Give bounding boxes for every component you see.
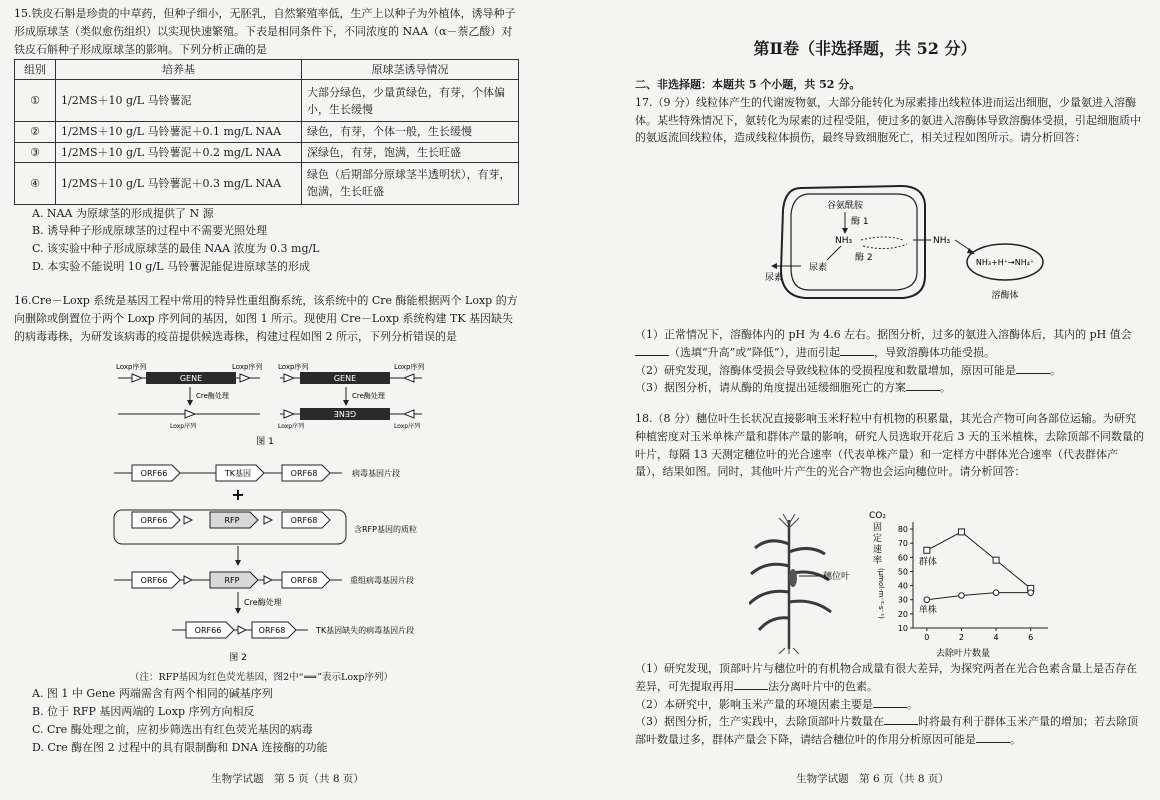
tk-label: TK基因 [224, 469, 252, 478]
q18-sub1 [635, 660, 1145, 696]
orf66-label: ORF66 [140, 469, 168, 478]
loxp-arrow-icon [284, 410, 294, 418]
q15-option-b: B. 诱导种子形成原球茎的过程中不需要光照处理 [32, 224, 268, 238]
answer-blank[interactable] [873, 697, 907, 708]
q17-sub1-b: （选填“升高”或“降低”），进而引起 [669, 345, 840, 359]
cre-label: Cre酶处理 [244, 598, 282, 607]
table-row [15, 80, 519, 122]
q18-stem: 18.（8 分）穗位叶生长状况直接影响玉米籽粒中有机物的积累量，其光合产物可向各部位运输。为研究种植密度对玉米单株产量和群体产量的影响，研究人员选取开花后 3 天的玉米植株，去除顶部不同数量的叶片，每隔 13 天测定穗位叶的光合速率（代表单株产量）和一定样方中群体光合速率（代表群体产量），结果如图。同时，其他叶片产生的光合产物也会运向穗位叶。请分析回答： [635, 412, 1144, 479]
chart-axes [898, 522, 1048, 642]
q18-sub1-b: 法分离叶片中的色素。 [768, 679, 878, 693]
q15-stem: 15.铁皮石斛是珍贵的中草药，但种子细小，无胚乳，自然繁殖率低，生产上以种子为外植体，诱导种子形成原球茎（类似愈伤组织）以实现快速繁殖。下表是相同条件下，不同浓度的 NAA（α－萘乙酸）对铁皮石斛种子形成原球茎的影响。下列分析正确的是 [14, 7, 516, 56]
y-tick-label: 70 [897, 539, 908, 549]
table-cell: 1/2MS＋10 g/L 马铃薯泥＋0.3 mg/L NAA [56, 162, 302, 204]
y-axis-label-char: 定 [873, 534, 883, 544]
section-title: 第Ⅱ卷（非选择题，共 52 分） [753, 39, 977, 58]
fig2-caption: 图 2 [229, 653, 247, 663]
answer-blank[interactable] [1016, 363, 1050, 374]
x-tick-label: 0 [924, 633, 930, 642]
orf68-label: ORF68 [290, 469, 318, 478]
loxp-label: Loxp序列 [232, 363, 263, 371]
corn-plant-icon [749, 514, 831, 654]
answer-blank[interactable] [635, 345, 669, 356]
data-point-square [924, 547, 930, 553]
loxp-label: Loxp序列 [116, 363, 147, 371]
q18-sub2-text: （2）本研究中，影响玉米产量的环境因素主要是 [635, 697, 873, 711]
arrow-down-icon [235, 608, 241, 614]
q17-sub1-c: ，导致溶酶体功能受损。 [874, 345, 995, 359]
row4-label: TK基因缺失的病毒基因片段 [316, 626, 415, 635]
table-cell: 绿色，有芽，个体一般，生长缓慢 [302, 122, 519, 142]
series-line [927, 532, 1031, 589]
right-page [585, 0, 1160, 800]
y-axis-label-char: 固 [873, 523, 883, 533]
data-point-circle [924, 597, 930, 603]
answer-blank[interactable] [884, 714, 918, 725]
orf66-label: ORF66 [140, 516, 168, 525]
gene-label: GENE [333, 374, 357, 383]
y-axis-unit: (μmol·m⁻²·s⁻¹) [877, 568, 885, 619]
urea-label: 尿素 [809, 263, 828, 273]
table-cell: ① [15, 80, 56, 122]
q17-sub2-text: （2）研究发现，溶酶体受损会导致线粒体的受损程度和数量增加，原因可能是 [635, 363, 1016, 377]
q18-sub2: （2）本研究中，影响玉米产量的环境因素主要是 。 [635, 697, 918, 711]
q18-subquestions [635, 660, 1145, 749]
arrow-left-icon [771, 263, 777, 269]
table-header: 培养基 [56, 60, 302, 80]
data-point-circle [993, 590, 999, 596]
q17-sub3-text: （3）据图分析，请从酶的角度提出延缓细胞死亡的方案 [635, 381, 906, 395]
rfp-label: RFP [224, 576, 240, 585]
q18-sub3 [635, 713, 1145, 749]
data-point-circle [959, 593, 965, 599]
left-page [0, 0, 575, 800]
table-row [15, 162, 519, 204]
lysosome-equation: NH₃+H⁺→NH₄⁺ [975, 258, 1035, 267]
q18-end: 。 [1010, 733, 1021, 747]
orf66-label: ORF66 [194, 626, 222, 635]
answer-blank[interactable] [906, 380, 940, 391]
y-axis-label-char: 率 [873, 556, 883, 566]
fig1-left [116, 362, 262, 430]
loxp-arrow-icon [404, 374, 414, 382]
fig2-row2 [114, 510, 417, 544]
loxp-arrow-icon [240, 374, 250, 382]
fig1-right [278, 362, 424, 430]
gene-label-inverted: GENE [333, 409, 357, 418]
table-cell: ② [15, 122, 56, 142]
q17-stem: 17.（9 分）线粒体产生的代谢废物氨，大部分能转化为尿素排出线粒体进而运出细胞，少量氨进入溶酶体。某些特殊情况下，氨转化为尿素的过程受阻，使过多的氨进入溶酶体导致溶酶体受损，引起细胞质中的氨返流回线粒体，造成线粒体损伤，最终导致细胞死亡，相关过程如图所示。请分析回答： [635, 95, 1141, 145]
loxp-label: Loxp序列 [278, 363, 309, 371]
table-cell: 1/2MS＋10 g/L 马铃薯泥 [56, 80, 302, 122]
q17-sub1-a: （1）正常情况下，溶酶体内的 pH 为 4.6 左右。据图分析，过多的氨进入溶酶体后，其内的 pH 值会 [635, 328, 1132, 341]
enzyme-1-label: 酶 1 [851, 217, 869, 227]
gene-label: GENE [179, 374, 203, 383]
figure-1 [110, 362, 430, 448]
q15-option-d: D. 本实验不能说明 10 g/L 马铃薯泥能促进原球茎的形成 [32, 260, 310, 274]
q16-note: （注：RFP基因为红色荧光基因，图2中“⟹”表示Loxp序列） [130, 672, 393, 683]
chart-marks [919, 529, 1034, 616]
answer-blank[interactable] [734, 679, 768, 690]
loxp-arrow-icon [264, 516, 272, 524]
data-point-circle [1028, 590, 1034, 596]
orf68-label: ORF68 [258, 626, 286, 635]
q16-option-b: B. 位于 RFP 基因两端的 Loxp 序列方向相反 [32, 705, 255, 719]
y-tick-label: 80 [897, 525, 908, 535]
q15-table [14, 59, 519, 204]
x-tick-label: 2 [958, 633, 965, 642]
page-footer: 生物学试题 第 6 页（共 8 页） [796, 773, 949, 785]
question-17 [635, 76, 1145, 147]
q17-subquestions [635, 326, 1145, 397]
q16-option-c: C. Cre 酶处理之前，应初步筛选出有红色荧光基因的病毒 [32, 723, 313, 736]
q15-option-a: A. NAA 为原球茎的形成提供了 N 源 [32, 206, 214, 220]
loxp-label: Loxp序列 [170, 423, 197, 430]
x-axis-label: 去除叶片数量 [935, 649, 991, 659]
table-row [15, 122, 519, 142]
arrow-down-icon [343, 400, 349, 406]
q17-sub2: （2）研究发现，溶酶体受损会导致线粒体的受损程度和数量增加，原因可能是 。 [635, 363, 1061, 377]
fig2-row1 [114, 465, 400, 481]
cre-label: Cre酶处理 [352, 392, 385, 400]
q17-sub1 [635, 326, 1145, 362]
data-point-square [993, 557, 999, 563]
loxp-label: Loxp序列 [278, 423, 305, 430]
glutamine-label: 谷氨酰胺 [827, 201, 864, 211]
q16-option-a: A. 图 1 中 Gene 两端需含有两个相同的碱基序列 [32, 687, 273, 701]
y-tick-label: 20 [897, 609, 908, 619]
page-footer: 生物学试题 第 5 页（共 8 页） [211, 773, 364, 785]
orf68-label: ORF68 [290, 576, 318, 585]
fig2-row3 [114, 572, 414, 588]
nh3-label: NH₃ [835, 236, 853, 246]
y-tick-label: 30 [897, 595, 908, 605]
table-header-row [15, 60, 519, 80]
q17-figure [765, 180, 1045, 310]
y-tick-label: 10 [897, 624, 908, 633]
enzyme-2-label: 酶 2 [855, 253, 873, 263]
table-cell: ③ [15, 142, 56, 162]
loxp-label: Loxp序列 [394, 423, 421, 430]
plus-sign: + [231, 485, 245, 504]
y-tick-label: 50 [897, 567, 908, 577]
ear-leaf-label: 穗位叶 [823, 572, 851, 582]
loxp-arrow-icon [132, 374, 142, 382]
row1-label: 病毒基因片段 [352, 469, 400, 478]
rfp-label: RFP [224, 516, 240, 525]
table-cell: 深绿色，有芽，饱满，生长旺盛 [302, 142, 519, 162]
y-axis-label-char: 速 [873, 545, 883, 555]
q18-sub3-a: （3）据图分析，生产实践中，去除顶部叶片数量在 [635, 715, 884, 729]
table-cell: 大部分绿色，少量黄绿色，有芽，个体偏小，生长缓慢 [302, 80, 519, 122]
loxp-arrow-icon [404, 410, 414, 418]
orf66-label: ORF66 [140, 576, 168, 585]
q16-lower [14, 670, 519, 757]
loxp-arrow-icon [185, 410, 195, 418]
q17-sub3: （3）据图分析，请从酶的角度提出延缓细胞死亡的方案 。 [635, 381, 951, 395]
question-15 [14, 5, 519, 276]
q18-sub3-b: 时将最有利于群体玉米产量的增加；若去除顶部叶数量过多，群体产量会下降，请结合穗位叶的作用分析原因可能是 [635, 715, 1138, 747]
photosynthesis-chart [863, 510, 1063, 660]
table-cell: ④ [15, 162, 56, 204]
table-cell: 1/2MS＋10 g/L 马铃薯泥＋0.1 mg/L NAA [56, 122, 302, 142]
q18-sub1-a: （1）研究发现，顶部叶片与穗位叶的有机物合成量有很大差异，为探究两者在光合色素含量上是否存在差异，可先提取再用 [635, 662, 1137, 693]
y-axis-label-top: CO₂ [869, 511, 886, 521]
row2-label: 含RFP基因的质粒 [354, 525, 417, 534]
series-label: 群体 [918, 557, 937, 568]
x-tick-label: 6 [1028, 633, 1034, 642]
question-18 [635, 410, 1145, 481]
table-header: 原球茎诱导情况 [302, 60, 519, 80]
loxp-arrow-icon [184, 576, 192, 584]
loxp-arrow-icon [184, 516, 192, 524]
q16-stem: 16.Cre－Loxp 系统是基因工程中常用的特异性重组酶系统，该系统中的 Cre 酶能根据两个 Loxp 的方向删除或倒置位于两个 Loxp 序列间的基因，如图 1 所示。现使用 Cre－Loxp 系统构建 TK 基因缺失的病毒毒株，为研发该病毒的疫苗提供候选毒株，构建过程如图 2 所示，下列分析错误的是 [14, 294, 518, 343]
cre-label: Cre酶处理 [196, 392, 229, 400]
loxp-arrow-icon [238, 626, 246, 634]
section-heading: 二、非选择题：本题共 5 个小题，共 52 分。 [635, 78, 861, 91]
nh3-outside-label: NH₃ [933, 236, 951, 246]
answer-blank[interactable] [976, 732, 1010, 743]
arrow-down-icon [842, 228, 848, 234]
urea-out-label: 尿素 [765, 273, 784, 283]
fig2-row4 [172, 622, 414, 638]
x-tick-label: 4 [993, 633, 999, 642]
figure-2 [110, 460, 460, 666]
loxp-arrow-icon [284, 374, 294, 382]
loxp-arrow-icon [264, 576, 272, 584]
table-header: 组别 [15, 60, 56, 80]
q16-option-d: D. Cre 酶在图 2 过程中的具有限制酶和 DNA 连接酶的功能 [32, 740, 328, 754]
data-point-square [958, 529, 964, 535]
question-16 [14, 292, 519, 345]
table-row [15, 142, 519, 162]
orf68-label: ORF68 [290, 516, 318, 525]
table-cell: 1/2MS＋10 g/L 马铃薯泥＋0.2 mg/L NAA [56, 142, 302, 162]
y-tick-label: 40 [897, 581, 908, 591]
row3-label: 重组病毒基因片段 [350, 576, 414, 585]
table-cell: 绿色（后期部分原球茎半透明状），有芽，饱满，生长旺盛 [302, 162, 519, 204]
arrow-down-icon [187, 400, 193, 406]
y-tick-label: 60 [897, 553, 908, 563]
series-label: 单株 [918, 605, 937, 616]
lysosome-label: 溶酶体 [991, 291, 1019, 301]
q15-option-c: C. 该实验中种子形成原球茎的最佳 NAA 浓度为 0.3 mg/L [32, 242, 320, 256]
arrow-down-icon [235, 560, 241, 566]
series-line [927, 593, 1031, 600]
corn-plant-figure [749, 514, 859, 654]
loxp-label: Loxp序列 [394, 363, 425, 371]
fig1-caption: 图 1 [256, 437, 274, 447]
answer-blank[interactable] [840, 345, 874, 356]
